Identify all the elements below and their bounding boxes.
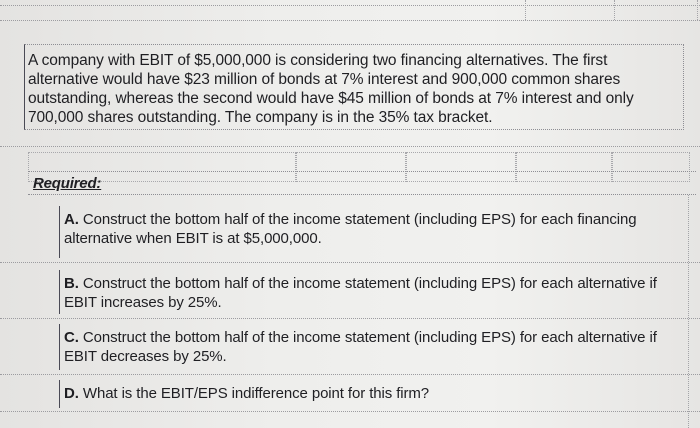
grid-line: [0, 5, 700, 6]
part-text: Construct the bottom half of the income statement (including EPS) for each financing alternative when EBIT is at $5,000,000.: [64, 211, 637, 247]
grid-line: [0, 20, 700, 21]
part-label: C.: [64, 329, 79, 346]
part-c: [59, 324, 689, 370]
grid-line: [525, 0, 526, 20]
part-label: B.: [64, 275, 79, 292]
grid-line: [0, 318, 700, 319]
part-text: Construct the bottom half of the income statement (including EPS) for each alternative if EBIT increases by 25%.: [64, 275, 657, 311]
required-heading: Required:: [33, 175, 102, 192]
grid-line: [614, 0, 615, 20]
part-d: [59, 380, 689, 408]
grid-line: [0, 411, 700, 412]
grid-line: [697, 0, 698, 20]
part-a: [59, 206, 689, 258]
problem-text: A company with EBIT of $5,000,000 is considering two financing alternatives. The first alternative would have $23 million of bonds at 7% interest and 900,000 common shares outstanding, whereas the second would have $45 million of bonds at 7% interest and only 700,000 shares outstanding. The company is in the 35% tax bracket.: [28, 52, 634, 126]
required-row: [28, 171, 696, 195]
problem-statement: [24, 44, 684, 130]
grid-line: [0, 262, 700, 263]
part-b: [59, 270, 689, 314]
part-label: A.: [64, 211, 79, 228]
part-label: D.: [64, 385, 79, 402]
grid-line: [0, 146, 700, 147]
part-text: Construct the bottom half of the income statement (including EPS) for each alternative if EBIT decreases by 25%.: [64, 329, 657, 365]
grid-line: [0, 374, 700, 375]
part-text: What is the EBIT/EPS indifference point for this firm?: [82, 385, 430, 402]
